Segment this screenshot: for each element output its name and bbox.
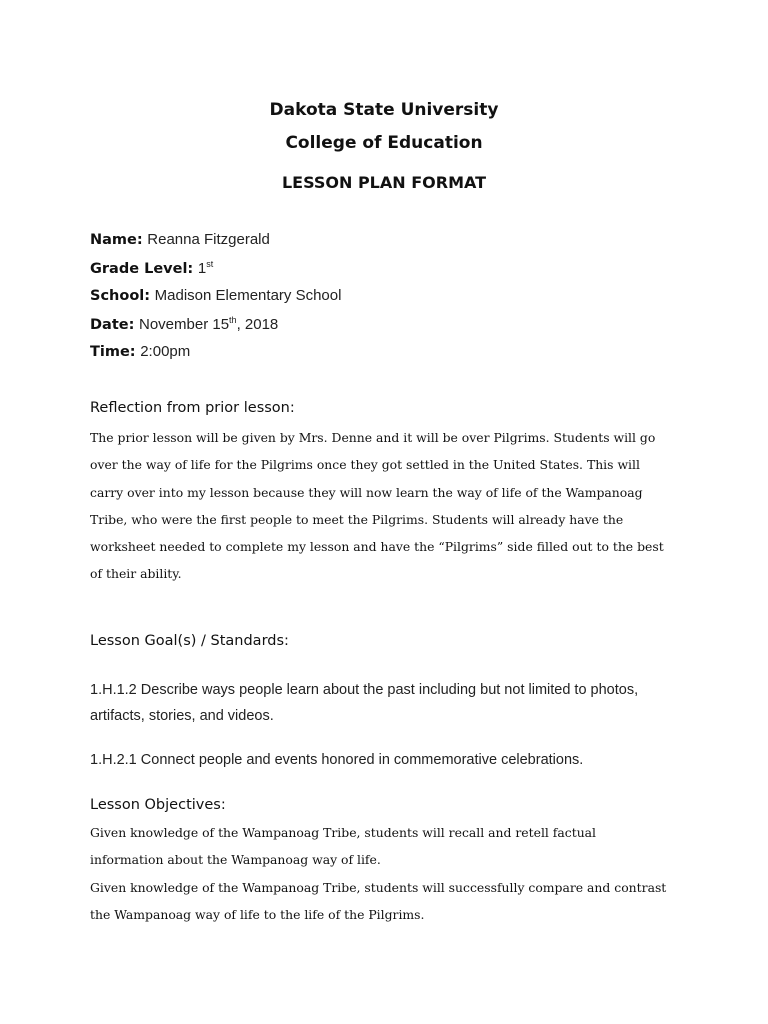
university-title: Dakota State University (269, 100, 499, 120)
name-line (90, 231, 270, 248)
standard-2: 1.H.2.1 Connect people and events honored in commemorative celebrations. (90, 752, 584, 768)
standard-1-line: 1.H.1.2 Describe ways people learn about the past including but not limited to photos, (90, 682, 639, 698)
grade-value (198, 260, 213, 277)
reflection-line: carry over into my lesson because they will now learn the way of life of the Wampanoag (90, 484, 643, 500)
objective-line: Given knowledge of the Wampanoag Tribe, students will successfully compare and contrast (90, 879, 667, 895)
reflection-line: The prior lesson will be given by Mrs. Denne and it will be over Pilgrims. Students will go (90, 430, 656, 445)
reflection-paragraph (90, 424, 690, 588)
date-line (90, 315, 278, 333)
name-label: Name: (90, 232, 143, 248)
date-value-post: , 2018 (236, 316, 279, 333)
college-title: College of Education (285, 133, 483, 153)
time-value: 2:00pm (140, 343, 191, 360)
time-label: Time: (90, 344, 136, 360)
reflection-heading: Reflection from prior lesson: (90, 400, 295, 416)
objectives-paragraph (90, 819, 690, 928)
reflection-line: over the way of life for the Pilgrims once they got settled in the United States. This will (90, 457, 640, 473)
school-label: School: (90, 288, 151, 304)
date-suffix: th (229, 315, 237, 325)
grade-suffix: st (206, 259, 214, 269)
school-line (90, 287, 341, 304)
grade-number: 1 (197, 260, 207, 277)
name-value: Reanna Fitzgerald (147, 231, 270, 248)
standard-1-line: artifacts, stories, and videos. (90, 708, 274, 724)
school-value: Madison Elementary School (154, 287, 342, 304)
time-line (90, 343, 190, 360)
date-label: Date: (90, 317, 135, 333)
grade-line (90, 259, 213, 277)
format-title: LESSON PLAN FORMAT (281, 173, 487, 192)
grade-label: Grade Level: (90, 261, 194, 277)
reflection-line: of their ability. (90, 566, 182, 582)
date-value (139, 316, 278, 333)
date-value-pre: November 15 (139, 316, 230, 333)
standard-1 (90, 677, 690, 729)
goals-heading: Lesson Goal(s) / Standards: (90, 633, 289, 649)
objective-line: Given knowledge of the Wampanoag Tribe, students will recall and retell factual (90, 825, 597, 840)
reflection-line: worksheet needed to complete my lesson and have the “Pilgrims” side filled out to the best (90, 539, 664, 555)
objective-line: information about the Wampanoag way of life. (90, 852, 381, 868)
objective-line: the Wampanoag way of life to the life of the Pilgrims. (90, 906, 425, 922)
objectives-heading: Lesson Objectives: (90, 797, 226, 813)
reflection-line: Tribe, who were the first people to meet the Pilgrims. Students will already have the (90, 511, 624, 527)
